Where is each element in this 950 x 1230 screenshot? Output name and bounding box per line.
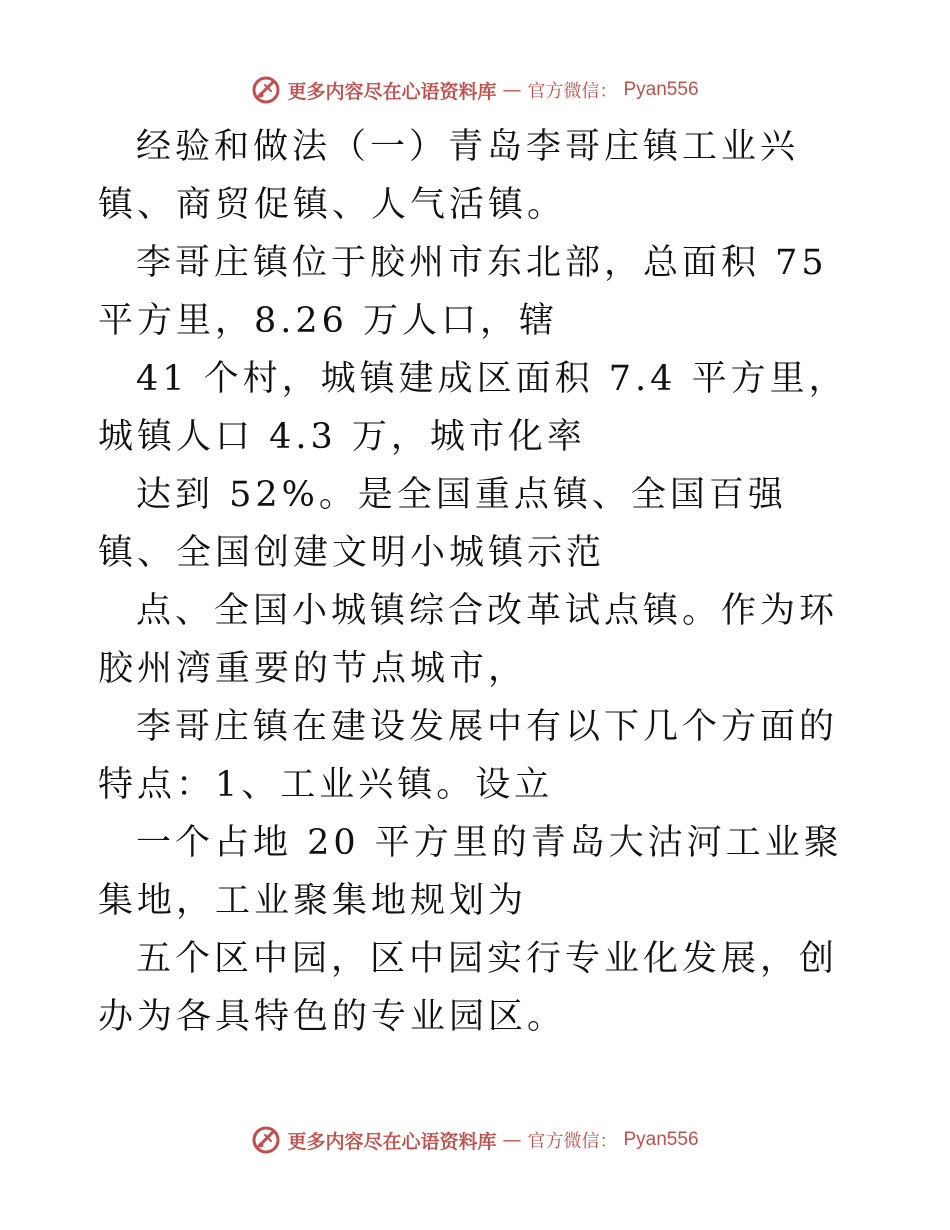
banner-contact-label: 官方微信： xyxy=(527,81,618,102)
banner-site-text: 更多内容尽在心语资料库 xyxy=(287,1130,497,1153)
banner-contact-id: Pyan556 xyxy=(623,79,699,100)
banner-contact-label: 官方微信： xyxy=(527,1131,618,1152)
banner-separator: — xyxy=(502,1129,522,1151)
paragraph: 李哥庄镇位于胶州市东北部，总面积 75 平方里，8.26 万人口，辖 xyxy=(98,243,828,341)
document-body xyxy=(98,118,858,1046)
paragraph: 李哥庄镇在建设发展中有以下几个方面的特点：1、工业兴镇。设立 xyxy=(98,707,839,805)
paragraph: 一个占地 20 平方里的青岛大沽河工业聚集地，工业聚集地规划为 xyxy=(98,823,843,921)
paragraph: 达到 52%。是全国重点镇、全国百强镇、全国创建文明小城镇示范 xyxy=(98,475,787,573)
banner-separator: — xyxy=(502,79,522,101)
banner-site-text: 更多内容尽在心语资料库 xyxy=(287,80,497,103)
paragraph: 点、全国小城镇综合改革试点镇。作为环胶州湾重要的节点城市， xyxy=(98,591,839,689)
page-header-banner xyxy=(0,70,950,110)
brush-seal-logo-icon xyxy=(251,1125,281,1155)
brush-seal-logo-icon xyxy=(251,75,281,105)
paragraph: 五个区中园，区中园实行专业化发展，创办为各具特色的专业园区。 xyxy=(98,939,839,1037)
paragraph: 经验和做法（一）青岛李哥庄镇工业兴镇、商贸促镇、人气活镇。 xyxy=(98,127,800,225)
banner-contact-id: Pyan556 xyxy=(623,1129,699,1150)
paragraph: 41 个村，城镇建成区面积 7.4 平方里，城镇人口 4.3 万，城市化率 xyxy=(98,359,848,457)
page-footer-banner xyxy=(0,1120,950,1160)
